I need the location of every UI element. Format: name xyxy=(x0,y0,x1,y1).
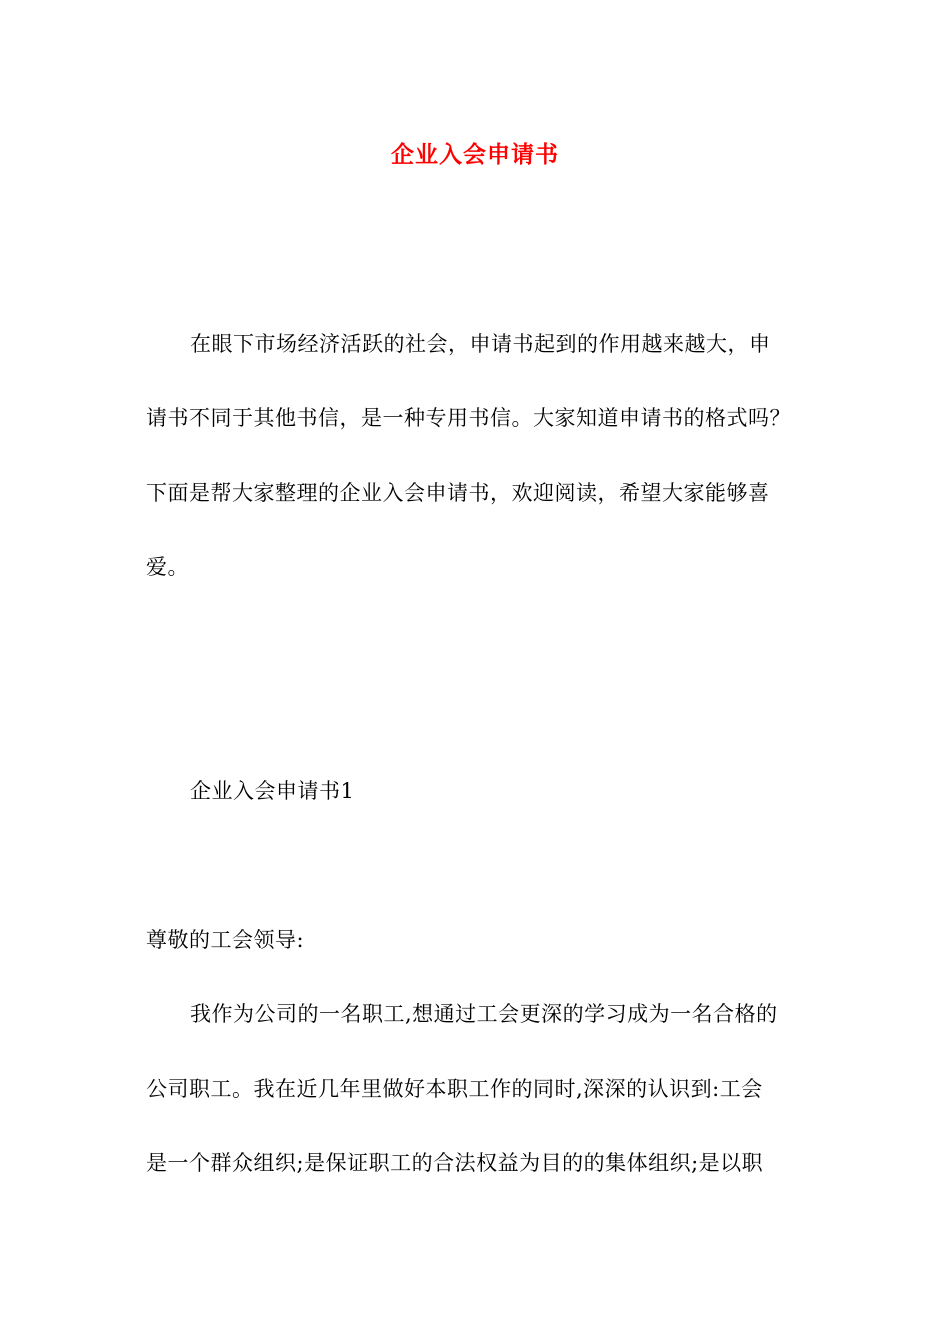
intro-line-4: 爱。 xyxy=(146,555,189,579)
section-heading: 企业入会申请书1 xyxy=(190,779,355,803)
intro-line-2: 请书不同于其他书信，是一种专用书信。大家知道申请书的格式吗？ xyxy=(146,406,791,430)
body-line-2: 公司职工。我在近几年里做好本职工作的同时,深深的认识到:工会 xyxy=(146,1077,763,1101)
document-title: 企业入会申请书 xyxy=(391,141,559,168)
body-line-1: 我作为公司的一名职工,想通过工会更深的学习成为一名合格的 xyxy=(190,1002,778,1026)
intro-line-3: 下面是帮大家整理的企业入会申请书，欢迎阅读，希望大家能够喜 xyxy=(146,481,770,505)
intro-line-1: 在眼下市场经济活跃的社会，申请书起到的作用越来越大，申 xyxy=(190,332,771,356)
salutation: 尊敬的工会领导: xyxy=(146,928,305,952)
body-line-3: 是一个群众组织;是保证职工的合法权益为目的的集体组织;是以职 xyxy=(146,1151,764,1175)
